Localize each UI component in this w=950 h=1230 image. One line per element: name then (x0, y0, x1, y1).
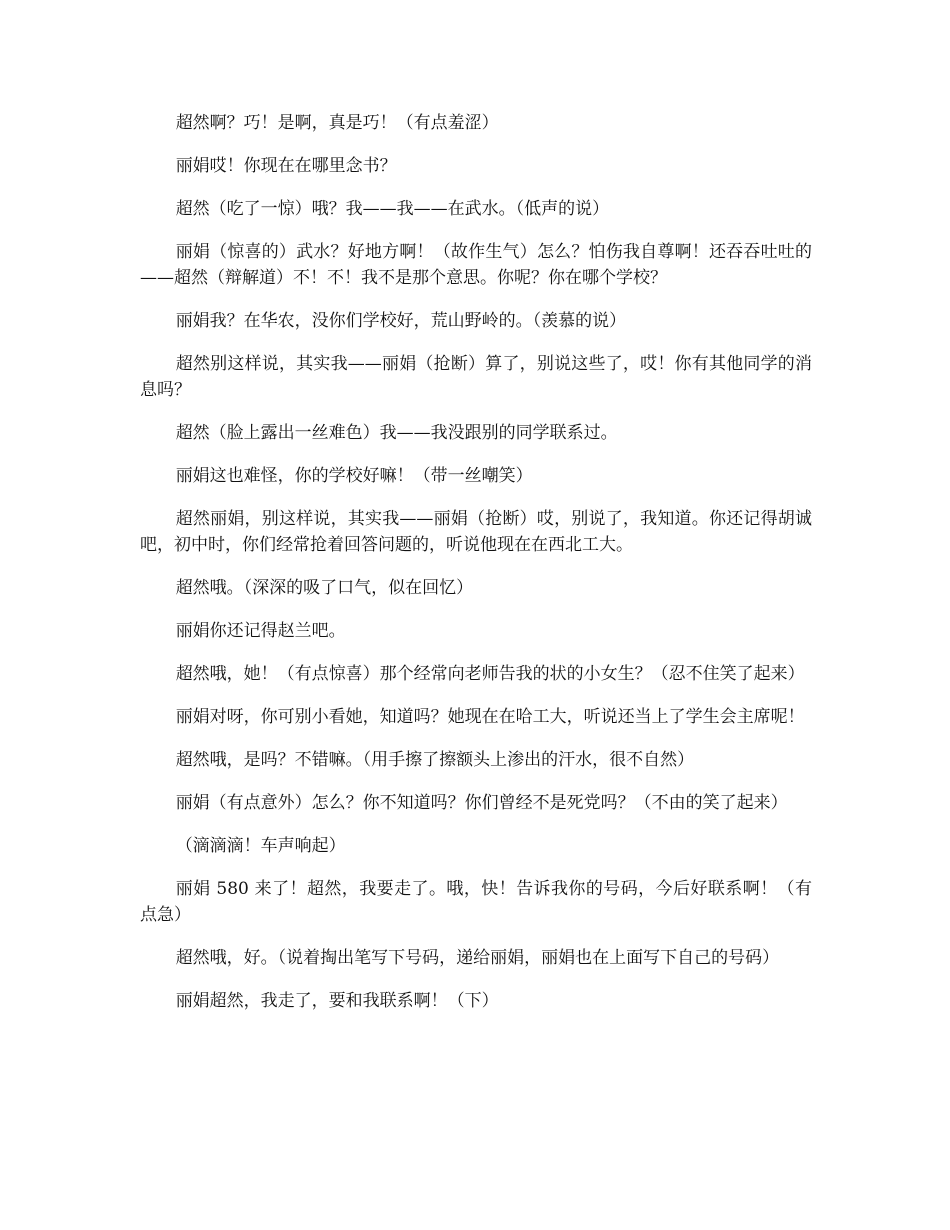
dialogue-paragraph: 超然啊？巧！是啊，真是巧！（有点羞涩） (175, 113, 499, 133)
document-page (140, 110, 812, 1031)
dialogue-paragraph: 丽娟（惊喜的）武水？好地方啊！（故作生气）怎么？怕伤我自尊啊！还吞吞吐吐的——超然（辩解道）不！不！我不是那个意思。你呢？你在哪个学校？ (140, 242, 812, 288)
dialogue-paragraph: 丽娟 580 来了！超然，我要走了。哦，快！告诉我你的号码，今后好联系啊！（有点急） (140, 879, 812, 925)
dialogue-paragraph: 丽娟（有点意外）怎么？你不知道吗？你们曾经不是死党吗？（不由的笑了起来） (175, 793, 788, 813)
dialogue-paragraph: 超然哦，好。（说着掏出笔写下号码，递给丽娟，丽娟也在上面写下自己的号码） (175, 948, 780, 968)
dialogue-paragraph: 丽娟你还记得赵兰吧。 (175, 621, 346, 641)
dialogue-paragraph: 超然哦，她！（有点惊喜）那个经常向老师告我的状的小女生？（忍不住笑了起来） (175, 664, 805, 684)
dialogue-paragraph: 丽娟对呀，你可别小看她，知道吗？她现在在哈工大，听说还当上了学生会主席呢！ (175, 707, 805, 727)
dialogue-paragraph: 超然哦。（深深的吸了口气，似在回忆） (175, 578, 474, 598)
dialogue-paragraph: 丽娟哎！你现在在哪里念书？ (175, 156, 397, 176)
dialogue-paragraph: 丽娟超然，我走了，要和我联系啊！（下） (175, 991, 499, 1011)
dialogue-paragraph: 超然哦，是吗？不错嘛。（用手擦了擦额头上渗出的汗水，很不自然） (175, 750, 695, 770)
dialogue-paragraph: 丽娟这也难怪，你的学校好嘛！（带一丝嘲笑） (175, 466, 533, 486)
dialogue-paragraph: 超然别这样说，其实我——丽娟（抢断）算了，别说这些了，哎！你有其他同学的消息吗？ (140, 354, 812, 400)
stage-direction: （滴滴滴！车声响起） (175, 836, 346, 856)
dialogue-paragraph: 超然（吃了一惊）哦？我——我——在武水。（低声的说） (175, 199, 610, 219)
dialogue-paragraph: 超然（脸上露出一丝难色）我——我没跟别的同学联系过。 (175, 423, 618, 443)
dialogue-paragraph: 超然丽娟，别这样说，其实我——丽娟（抢断）哎，别说了，我知道。你还记得胡诚吧，初中时，你们经常抢着回答问题的，听说他现在在西北工大。 (140, 509, 812, 555)
dialogue-paragraph: 丽娟我？在华农，没你们学校好，荒山野岭的。（羡慕的说） (175, 311, 627, 331)
